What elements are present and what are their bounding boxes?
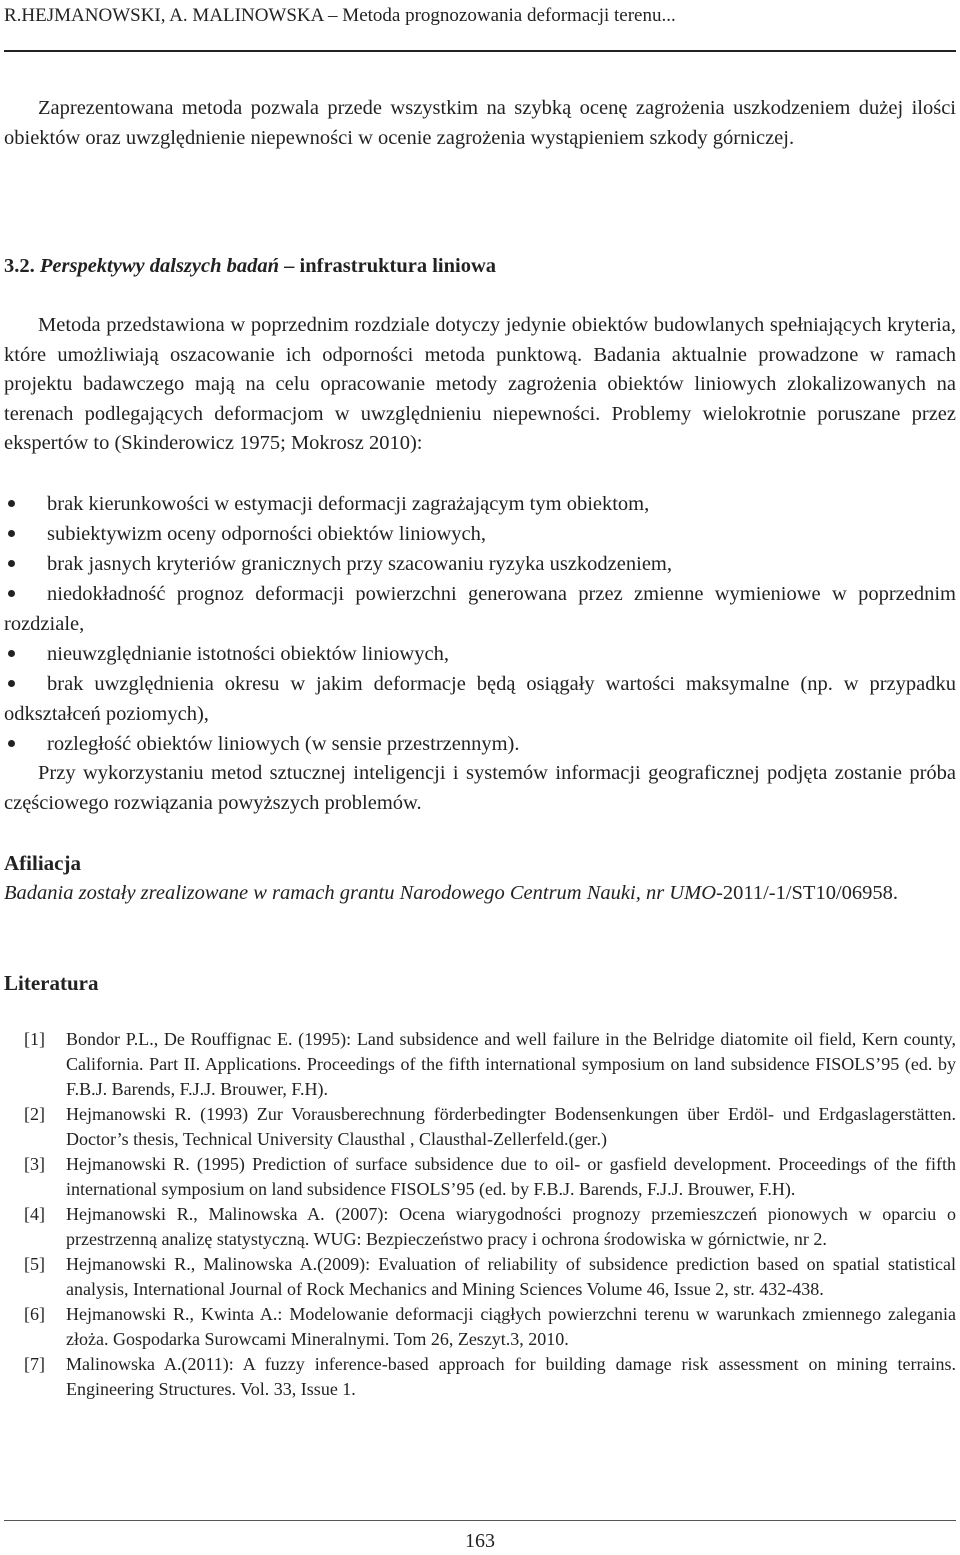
section-number: 3.2. [4, 255, 35, 277]
affiliation-heading: Afiliacja [4, 851, 81, 875]
header-rule [4, 50, 956, 52]
section-title-italic: Perspektywy dalszych badań [39, 255, 280, 277]
bullet-item: nieuwzględnianie istotności obiektów liniowych, [4, 639, 956, 669]
bullet-item: rozległość obiektów liniowych (w sensie przestrzennym). [4, 729, 956, 759]
bullet-dot-icon [8, 590, 15, 597]
section-heading [4, 252, 956, 280]
page-number: 163 [465, 1530, 495, 1552]
bullet-dot-icon [8, 500, 15, 507]
reference-item: [2] Hejmanowski R. (1993) Zur Vorausberechnung förderbedingter Bodensenkungen über Erdöl- und Erdgaslagerstätten. Doctor’s thesis, Technical University Clausthal , Clausthal-Zellerfeld.(ger.) [24, 1104, 956, 1149]
bullet-item: subiektywizm oceny odporności obiektów liniowych, [4, 519, 956, 549]
bullet-item: niedokładność prognoz deformacji powierzchni generowana przez zmienne wymieniowe w poprzednim rozdziale, [4, 583, 956, 635]
bullet-item: brak jasnych kryteriów granicznych przy szacowaniu ryzyka uszkodzeniem, [4, 549, 956, 579]
reference-list [24, 1027, 956, 1402]
bullet-dot-icon [8, 560, 15, 567]
reference-item: [5] Hejmanowski R., Malinowska A.(2009): Evaluation of reliability of subsidence prediction based on spatial statistical analysis, International Journal of Rock Mechanics and Mining Sciences Volume 46, Issue 2, str. 432-438. [24, 1254, 956, 1299]
reference-item: [6] Hejmanowski R., Kwinta A.: Modelowanie deformacji ciągłych powierzchni terenu w warunkach zmiennego zalegania złoża. Gospodarka Surowcami Mineralnymi. Tom 26, Zeszyt.3, 2010. [24, 1304, 956, 1349]
bullet-list [4, 489, 956, 759]
reference-item: [3] Hejmanowski R. (1995) Prediction of surface subsidence due to oil- or gasfield development. Proceedings of the fifth international symposium on land subsidence FISOLS’95 (ed. by F.B.J. Barends, F.J.J. Brouwer, F.H). [24, 1154, 956, 1199]
running-header: R.HEJMANOWSKI, A. MALINOWSKA – Metoda prognozowania deformacji terenu... [4, 5, 676, 26]
reference-item: [1] Bondor P.L., De Rouffignac E. (1995): Land subsidence and well failure in the Belridge diatomite oil field, Kern county, California. Part II. Applications. Proceedings of the fifth international symposium on land subsidence FISOLS’95 (ed. by F.B.J. Barends, F.J.J. Brouwer, F.H). [24, 1029, 956, 1099]
footer-rule [4, 1520, 956, 1521]
bullet-dot-icon [8, 530, 15, 537]
bullet-item: brak uwzględnienia okresu w jakim deformacje będą osiągały wartości maksymalne (np. w przypadku odkształceń poziomych), [4, 673, 956, 725]
reference-item: [4] Hejmanowski R., Malinowska A. (2007): Ocena wiarygodności prognozy przemieszczeń pionowych w oparciu o przestrzenną analizę statystyczną. WUG: Bezpieczeństwo pracy i ochrona środowiska w górnictwie, nr 2. [24, 1204, 956, 1249]
closing-paragraph: Przy wykorzystaniu metod sztucznej inteligencji i systemów informacji geograficznej podjęta zostanie próba częściowego rozwiązania powyższych problemów. [4, 762, 956, 814]
intro-paragraph: Zaprezentowana metoda pozwala przede wszystkim na szybką ocenę zagrożenia uszkodzeniem dużej ilości obiektów oraz uwzględnienie niepewności w ocenie zagrożenia wystąpieniem szkody górniczej. [4, 97, 956, 149]
section-paragraph: Metoda przedstawiona w poprzednim rozdziale dotyczy jedynie obiektów budowlanych spełniających kryteria, które umożliwiają oszacowanie ich odporności metoda punktową. Badania aktualnie prowadzone w ramach projektu badawczego mają na celu opracowanie metody zagrożenia obiektów liniowych zlokalizowanych na terenach podlegających deformacjom w uwzględnieniu niepewności. Problemy wielokrotnie poruszane przez ekspertów to (Skinderowicz 1975; Mokrosz 2010): [4, 314, 956, 454]
reference-item: [7] Malinowska A.(2011): A fuzzy inference-based approach for building damage risk assessment on mining terrains. Engineering Structures. Vol. 33, Issue 1. [24, 1354, 956, 1399]
affiliation-text: Badania zostały zrealizowane w ramach grantu Narodowego Centrum Nauki, nr UMO-2011/-1/ST10/06958. [4, 882, 899, 904]
bullet-item: brak kierunkowości w estymacji deformacji zagrażającym tym obiektom, [4, 489, 956, 519]
bullet-dot-icon [8, 680, 15, 687]
bullet-dot-icon [8, 650, 15, 657]
bullet-dot-icon [8, 740, 15, 747]
references-heading: Literatura [4, 971, 99, 995]
section-title-rest: – infrastruktura liniowa [279, 255, 497, 277]
